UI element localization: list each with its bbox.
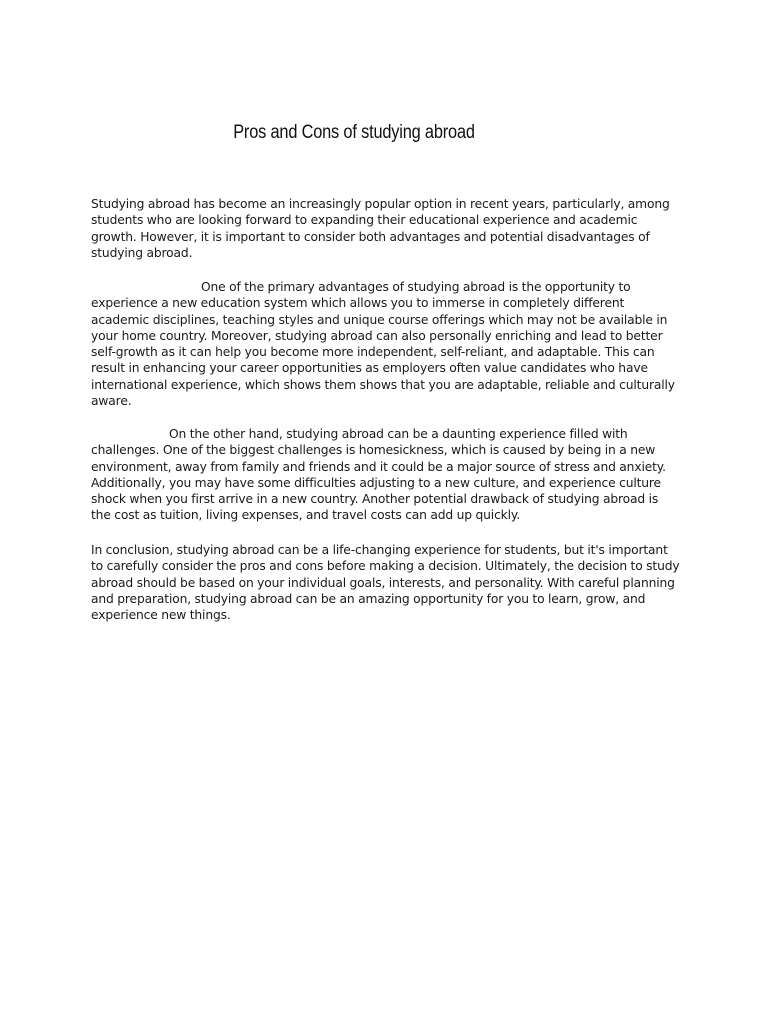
paragraph-advantages: One of the primary advantages of studying abroad is the opportunity to experience a new education system which allows you to immerse in completely different academic disciplines, teaching styles and unique course offerings which may not be available in your home country. Moreover, studying abroad can also personally enriching and lead to better self-growth as it can help you become more independent, self-reliant, and adaptable. This can result in enhancing your career opportunities as employers often value candidates who have international experience, which shows them shows that you are adaptable, reliable and culturally aware. [91,280,675,409]
paragraph-conclusion: In conclusion, studying abroad can be a life-changing experience for students, but it's important to carefully consider the pros and cons before making a decision. Ultimately, the decision to study abroad should be based on your individual goals, interests, and personality. With careful planning and preparation, studying abroad can be an amazing opportunity for you to learn, grow, and experience new things. [91,543,680,623]
paragraph-disadvantages: On the other hand, studying abroad can be a daunting experience filled with challenges. One of the biggest challenges is homesickness, which is caused by being in a new environment, away from family and friends and it could be a major source of stress and anxiety. Additionally, you may have some difficulties adjusting to a new culture, and experience culture shock when you first arrive in a new country. Another potential drawback of studying abroad is the cost as tuition, living expenses, and travel costs can add up quickly. [91,427,666,523]
document-title: Pros and Cons of studying abroad [233,122,475,143]
paragraph-introduction: Studying abroad has become an increasingly popular option in recent years, particularly, among students who are looking forward to expanding their educational experience and academic growth. However, it is important to consider both advantages and potential disadvantages of studying abroad. [91,197,670,260]
